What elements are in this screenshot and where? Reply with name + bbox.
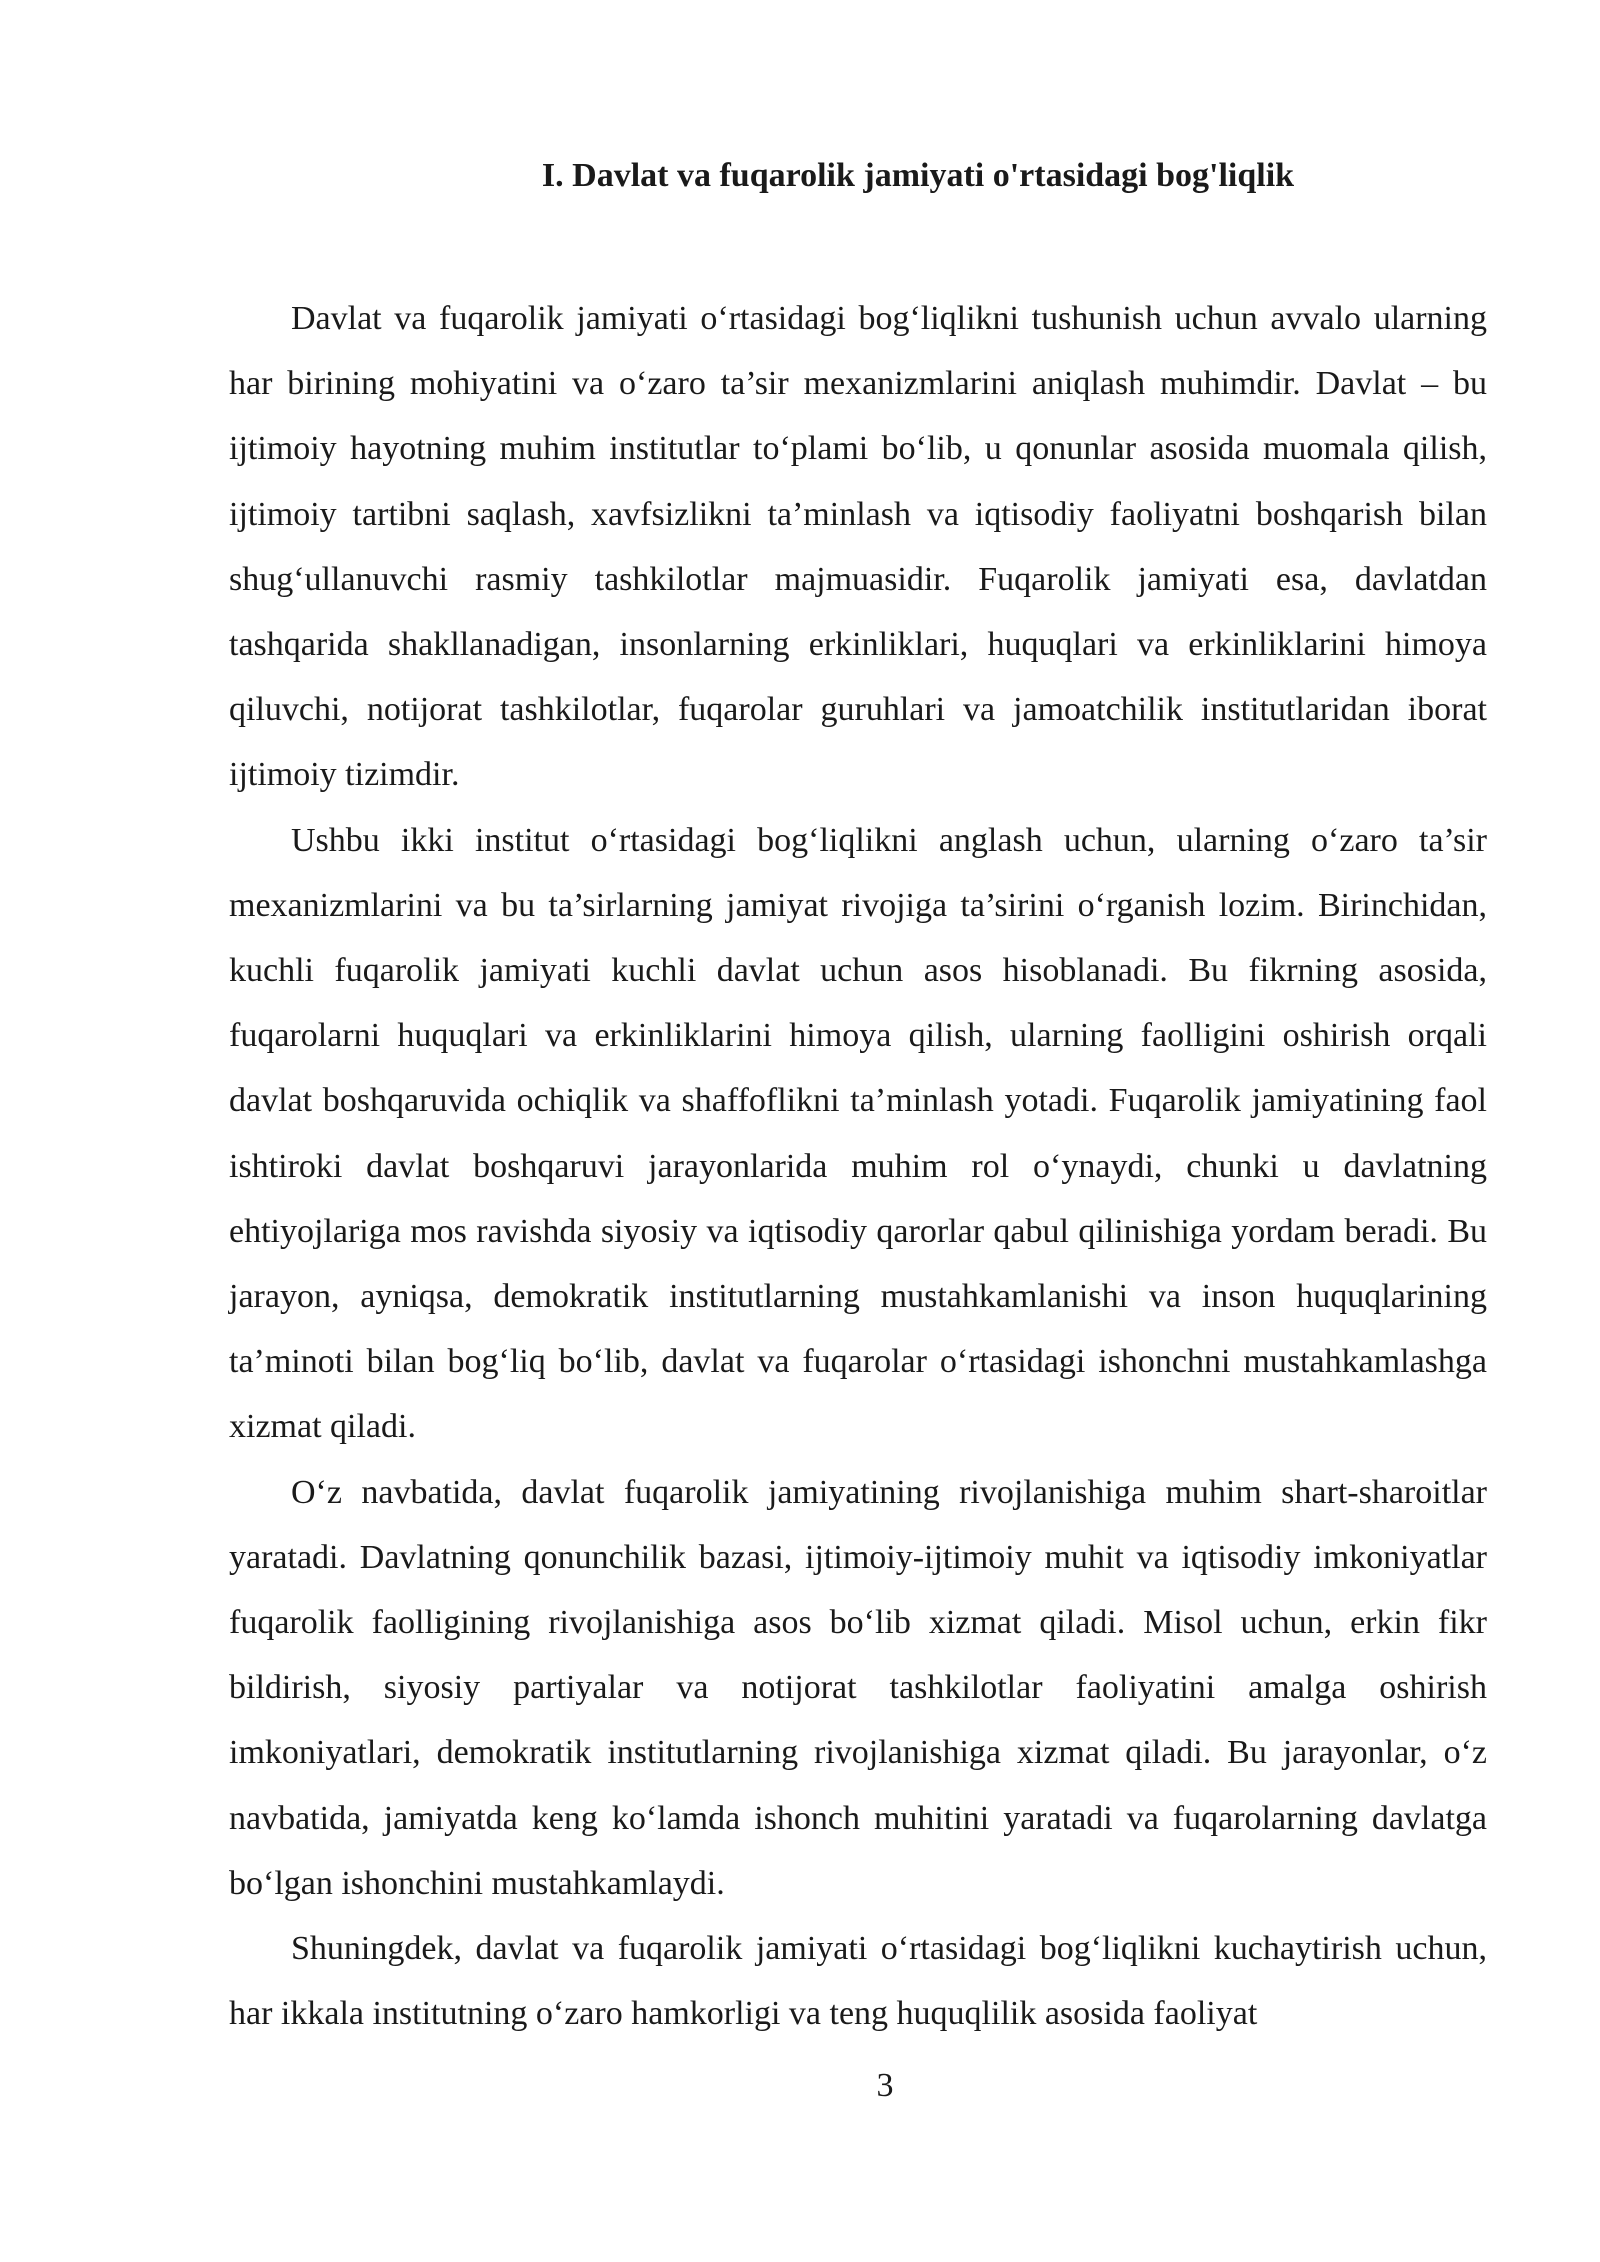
page-content [229, 150, 1487, 2046]
page-number: 3 [876, 2067, 894, 2104]
paragraph-2: Ushbu ikki institut o‘rtasidagi bog‘liqlikni anglash uchun, ularning o‘zaro ta’sir mexanizmlarini va bu ta’sirlarning jamiyat rivojiga ta’sirini o‘rganish lozim. Birinchidan, kuchli fuqarolik jamiyati kuchli davlat uchun asos hisoblanadi. Bu fikrning asosida, fuqarolarni huquqlari va erkinliklarini himoya qilish, ularning faolligini oshirish orqali davlat boshqaruvida ochiqlik va shaffoflikni ta’minlash yotadi. Fuqarolik jamiyatining faol ishtiroki davlat boshqaruvi jarayonlarida muhim rol o‘ynaydi, chunki u davlatning ehtiyojlariga mos ravishda siyosiy va iqtisodiy qarorlar qabul qilinishiga yordam beradi. Bu jarayon, ayniqsa, demokratik institutlarning mustahkamlanishi va inson huquqlarining ta’minoti bilan bog‘liq bo‘lib, davlat va fuqarolar o‘rtasidagi ishonchni mustahkamlashga xizmat qiladi. [229, 821, 1487, 1446]
body-text [229, 286, 1487, 2046]
paragraph-4: Shuningdek, davlat va fuqarolik jamiyati o‘rtasidagi bog‘liqlikni kuchaytirish uchun, har ikkala institutning o‘zaro hamkorligi va teng huquqlilik asosida faoliyat [229, 1930, 1487, 2033]
section-title: I. Davlat va fuqarolik jamiyati o'rtasidagi bog'liqlik [541, 157, 1295, 194]
paragraph-1: Davlat va fuqarolik jamiyati o‘rtasidagi bog‘liqlikni tushunish uchun avvalo ularning har birining mohiyatini va o‘zaro ta’sir mexanizmlarini aniqlash muhimdir. Davlat – bu ijtimoiy hayotning muhim institutlar to‘plami bo‘lib, u qonunlar asosida muomala qilish, ijtimoiy tartibni saqlash, xavfsizlikni ta’minlash va iqtisodiy faoliyatni boshqarish bilan shug‘ullanuvchi rasmiy tashkilotlar majmuasidir. Fuqarolik jamiyati esa, davlatdan tashqarida shakllanadigan, insonlarning erkinliklari, huquqlari va erkinliklarini himoya qiluvchi, notijorat tashkilotlar, fuqarolar guruhlari va jamoatchilik institutlaridan iborat ijtimoiy tizimdir. [229, 300, 1487, 794]
paragraph-3: O‘z navbatida, davlat fuqarolik jamiyatining rivojlanishiga muhim shart-sharoitlar yaratadi. Davlatning qonunchilik bazasi, ijtimoiy-ijtimoiy muhit va iqtisodiy imkoniyatlar fuqarolik faolligining rivojlanishiga asos bo‘lib xizmat qiladi. Misol uchun, erkin fikr bildirish, siyosiy partiyalar va notijorat tashkilotlar faoliyatini amalga oshirish imkoniyatlari, demokratik institutlarning rivojlanishiga xizmat qiladi. Bu jarayonlar, o‘z navbatida, jamiyatda keng ko‘lamda ishonch muhitini yaratadi va fuqarolarning davlatga bo‘lgan ishonchini mustahkamlaydi. [229, 1473, 1487, 1902]
